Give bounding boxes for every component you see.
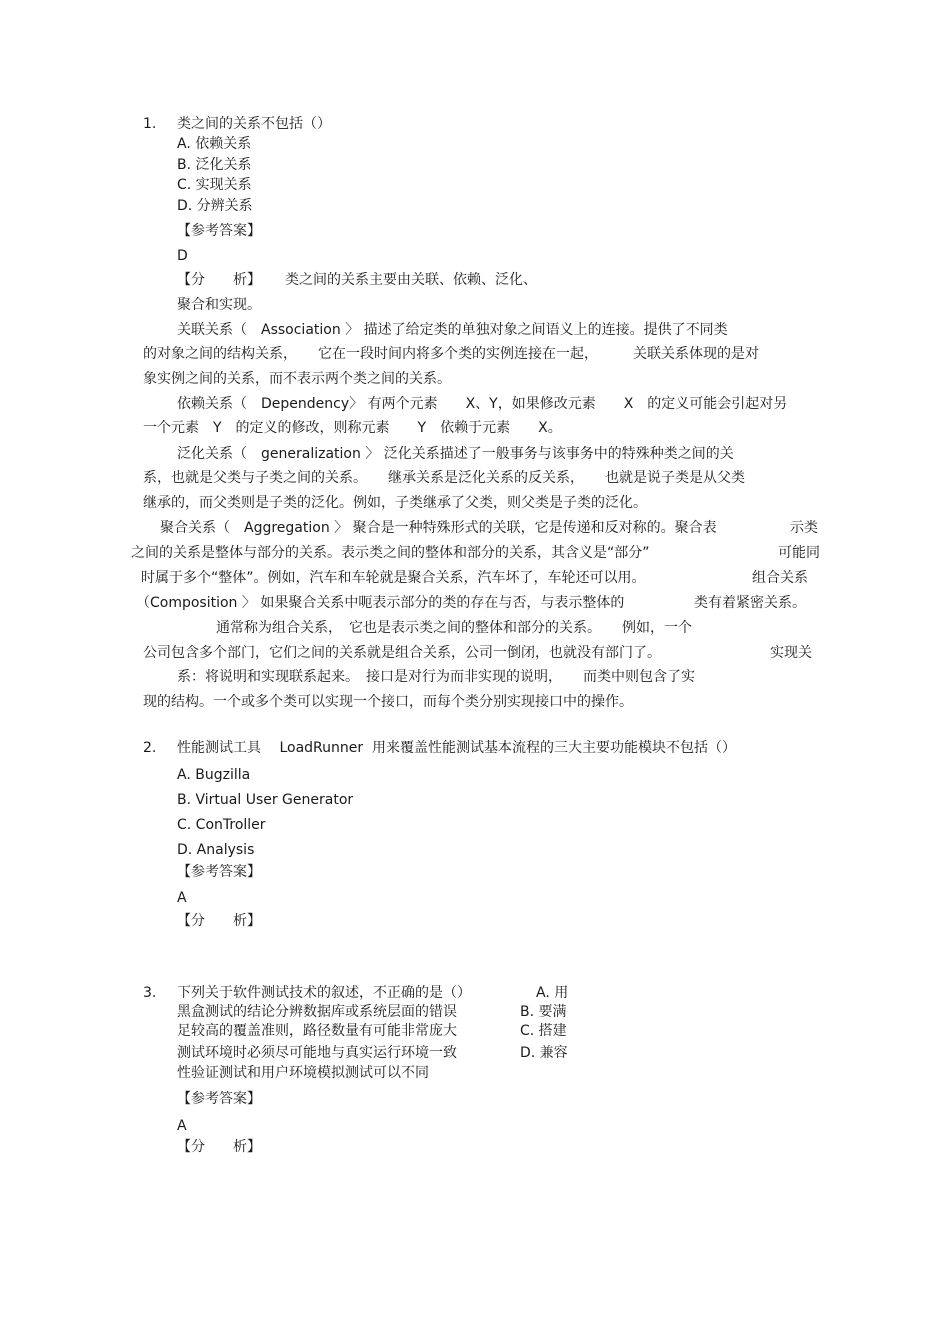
analysis-line: 系，也就是父类与子类之间的关系。 继承关系是泛化关系的反关系， 也就是说子类是从父类 (143, 470, 745, 486)
answer-label: 【参考答案】 (177, 1091, 261, 1107)
question-stem-line: 下列关于软件测试技术的叙述，不正确的是（） (177, 985, 471, 1001)
analysis-line: 继承的，而父类则是子类的泛化。例如，子类继承了父类，则父类是子类的泛化。 (143, 495, 647, 511)
analysis-line: 关联关系（ Association 〉 描述了给定类的单独对象之间语义上的连接。提供了不同类 (177, 322, 728, 338)
analysis-line: 聚合和实现。 (177, 297, 261, 313)
analysis-label: 【分 析】 (177, 1139, 261, 1155)
question-stem-line: 测试环境时必须尽可能地与真实运行环境一致 (177, 1045, 457, 1061)
analysis-line: 组合关系 (752, 570, 808, 586)
question-stem-line: 黑盒测试的结论分辨数据库或系统层面的错误 (177, 1004, 457, 1020)
option-b-marker: B. 要满 (520, 1004, 567, 1020)
option-b: B. Virtual User Generator (177, 792, 354, 808)
option-a: A. 依赖关系 (177, 136, 252, 152)
analysis-line: 的对象之间的结构关系， 它在一段时间内将多个类的实例连接在一起， 关联关系体现的是对 (143, 346, 759, 362)
analysis-line: 系：将说明和实现联系起来。 接口是对行为而非实现的说明， 而类中则包含了实 (177, 669, 695, 685)
option-a-marker: A. 用 (536, 985, 569, 1001)
analysis-line: 时属于多个“整体”。例如，汽车和车轮就是聚合关系，汽车坏了，车轮还可以用。 (141, 570, 646, 586)
answer-value: A (177, 1118, 187, 1134)
answer-value: A (177, 890, 187, 906)
analysis-label: 【分 析】 (177, 272, 261, 288)
analysis-line: 示类 (790, 520, 818, 536)
option-a: A. Bugzilla (177, 767, 251, 783)
option-d-marker: D. 兼容 (520, 1045, 568, 1061)
question-number: 1. (143, 116, 157, 132)
question-stem: 类之间的关系不包括（） (177, 116, 331, 132)
answer-value: D (177, 248, 188, 264)
analysis-line: 聚合关系（ Aggregation 〉 聚合是一种特殊形式的关联，它是传递和反对称的。聚合表 (160, 520, 717, 536)
option-d: D. 分辨关系 (177, 198, 253, 214)
analysis-line: 通常称为组合关系， 它也是表示类之间的整体和部分的关系。 例如，一个 (216, 620, 692, 636)
analysis-line: 依赖关系（ Dependency〉 有两个元素 X、Y，如果修改元素 X 的定义可能会引起对另 (177, 396, 788, 412)
question-stem: 性能测试工具 LoadRunner 用来覆盖性能测试基本流程的三大主要功能模块不包括（） (177, 740, 737, 756)
analysis-line: 类有着紧密关系。 (694, 595, 806, 611)
analysis-line: 公司包含多个部门，它们之间的关系就是组合关系，公司一倒闭，也就没有部门了。 (143, 645, 661, 661)
analysis-line: 象实例之间的关系，而不表示两个类之间的关系。 (143, 371, 451, 387)
analysis-line: （Composition 〉 如果聚合关系中呃表示部分的类的存在与否，与表示整体的 (136, 595, 625, 611)
analysis-line: 可能同 (778, 545, 820, 561)
analysis-line: 类之间的关系主要由关联、依赖、泛化、 (285, 272, 537, 288)
analysis-label: 【分 析】 (177, 913, 261, 929)
analysis-line: 泛化关系（ generalization 〉 泛化关系描述了一般事务与该事务中的特殊种类之间的关 (177, 446, 734, 462)
analysis-line: 实现关 (770, 645, 812, 661)
question-number: 2. (143, 740, 157, 756)
analysis-line: 现的结构。一个或多个类可以实现一个接口，而每个类分别实现接口中的操作。 (143, 694, 633, 710)
question-number: 3. (143, 985, 157, 1001)
analysis-line: 之间的关系是整体与部分的关系。表示类之间的整体和部分的关系，其含义是“部分” (131, 545, 650, 561)
question-stem-line: 性验证测试和用户环境模拟测试可以不同 (177, 1065, 429, 1081)
option-c-marker: C. 搭建 (520, 1023, 567, 1039)
question-stem-line: 足较高的覆盖准则，路径数量有可能非常庞大 (177, 1023, 457, 1039)
answer-label: 【参考答案】 (177, 223, 261, 239)
option-c: C. ConTroller (177, 817, 266, 833)
option-c: C. 实现关系 (177, 177, 252, 193)
option-b: B. 泛化关系 (177, 157, 252, 173)
answer-label: 【参考答案】 (177, 864, 261, 880)
option-d: D. Analysis (177, 842, 255, 858)
analysis-line: 一个元素 Y 的定义的修改，则称元素 Y 依赖于元素 X。 (143, 420, 562, 436)
